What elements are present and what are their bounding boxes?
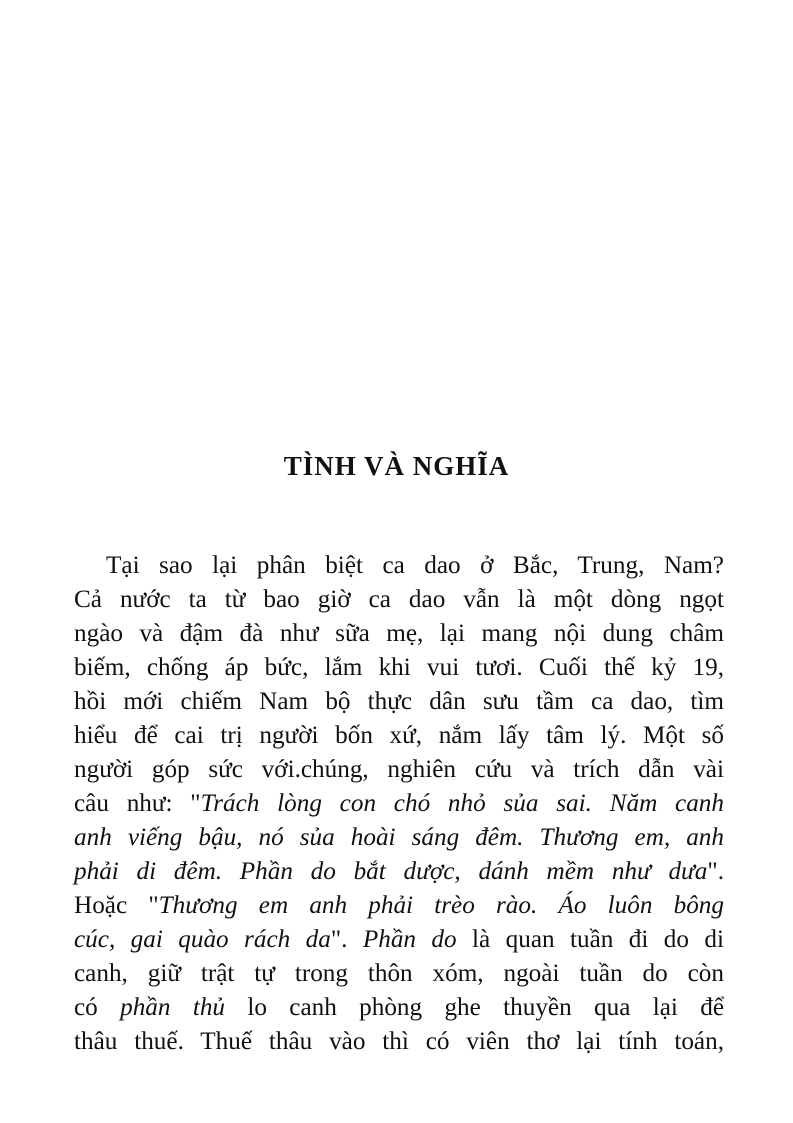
text-run: câu như: "	[74, 790, 201, 817]
text-line	[74, 957, 724, 991]
italic-text-run: anh viếng bậu, nó sủa hoài sáng đêm. Thương em, anh	[74, 824, 724, 851]
text-line	[74, 821, 724, 855]
text-run: có	[74, 994, 121, 1021]
italic-text-run: phần thủ	[120, 994, 226, 1021]
text-line	[74, 923, 724, 957]
italic-text-run: cúc, gai quào rách da	[74, 926, 331, 953]
text-line	[74, 685, 724, 719]
text-run: là quan tuần đi do di	[456, 926, 724, 953]
text-run: hồi mới chiếm Nam bộ thực dân sưu tầm ca dao, tìm	[74, 688, 724, 715]
text-line	[74, 787, 724, 821]
text-run: ".	[707, 858, 724, 885]
text-line	[74, 1025, 724, 1059]
italic-text-run: phải di đêm. Phần do bắt dược, dánh mềm như dưa	[74, 858, 708, 885]
text-run: thâu thuế. Thuế thâu vào thì có viên thơ lại tính toán,	[74, 1028, 724, 1055]
text-line	[74, 991, 724, 1025]
text-run: Hoặc "	[74, 892, 159, 919]
text-run: hiểu để cai trị người bốn xứ, nắm lấy tâm lý. Một số	[74, 722, 724, 749]
chapter-title: TÌNH VÀ NGHĨA	[283, 451, 510, 481]
text-run: người góp sức với.chúng, nghiên cứu và trích dẫn vài	[74, 756, 724, 783]
body-paragraph	[74, 549, 724, 1059]
text-run: Cả nước ta từ bao giờ ca dao vẫn là một dòng ngọt	[74, 586, 724, 613]
text-run: lo canh phòng ghe thuyền qua lại để	[225, 994, 725, 1021]
text-line	[74, 617, 724, 651]
text-line	[74, 549, 724, 583]
text-line	[74, 889, 724, 923]
text-line	[74, 753, 724, 787]
italic-text-run: Trách lòng con chó nhỏ sủa sai. Năm canh	[200, 790, 724, 817]
text-line	[74, 719, 724, 753]
text-run: canh, giữ trật tự trong thôn xóm, ngoài tuần do còn	[74, 960, 724, 987]
text-line	[74, 583, 724, 617]
italic-text-run: Phần do	[362, 926, 457, 953]
text-line	[74, 651, 724, 685]
text-run: ngào và đậm đà như sữa mẹ, lại mang nội dung châm	[74, 620, 724, 647]
text-line	[74, 855, 724, 889]
text-run: Tại sao lại phân biệt ca dao ở Bắc, Trung, Nam?	[106, 552, 724, 579]
italic-text-run: Thương em anh phải trèo rào. Áo luôn bông	[158, 892, 724, 919]
text-run: biếm, chống áp bức, lắm khi vui tươi. Cuối thế kỷ 19,	[74, 654, 724, 681]
text-run: ".	[330, 926, 363, 953]
